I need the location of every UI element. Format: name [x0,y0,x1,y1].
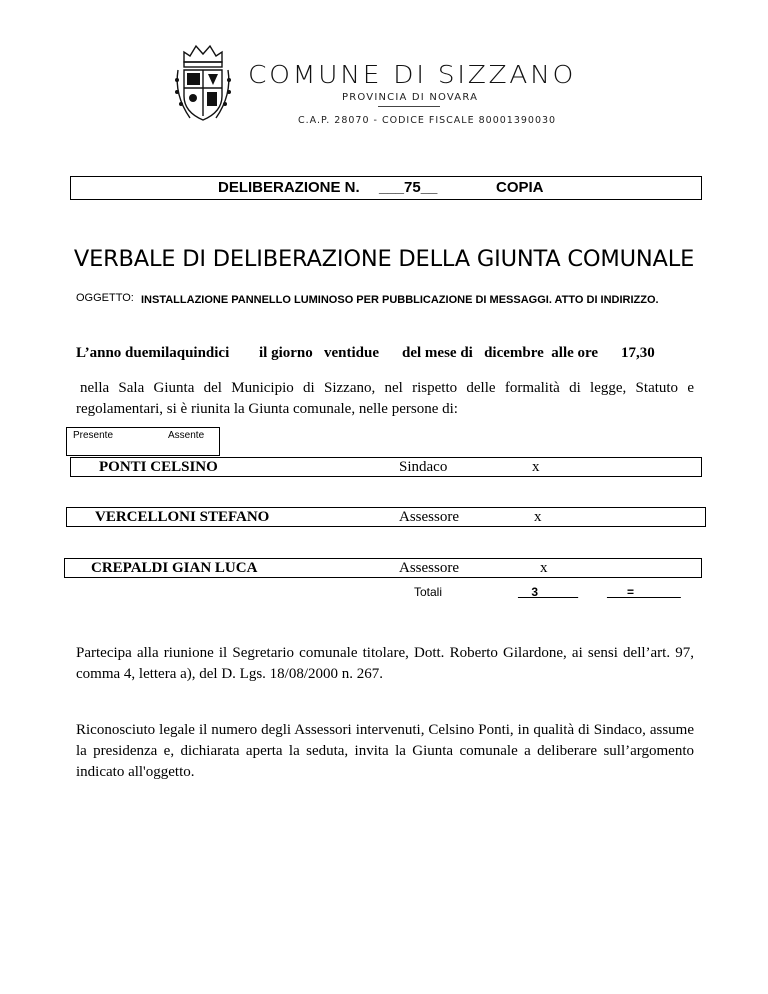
member-role: Sindaco [399,459,448,475]
member-role: Assessore [399,560,459,576]
deliberazione-label: DELIBERAZIONE N. [218,179,360,196]
date-ora: 17,30 [621,345,655,361]
letterhead-divider [378,106,440,107]
member-presence-mark: x [534,509,542,525]
deliberazione-box [70,176,702,200]
presidenza-paragraph: Riconosciuto legale il numero degli Assessori intervenuti, Celsino Ponti, in qualità di Sindaco, assume la presidenza e, dichiarata aperta la seduta, invita la Giunta comunale a deliberare sull’argomento indicato all'oggetto. [76,722,694,780]
oggetto-label: OGGETTO: [76,292,134,304]
member-name: CREPALDI GIAN LUCA [91,560,258,576]
provincia-line: PROVINCIA DI NOVARA [342,92,479,103]
member-row [64,558,702,578]
municipal-crest-icon [172,40,234,124]
presente-label: Presente [73,430,114,441]
member-role: Assessore [399,509,459,525]
assente-label: Assente [168,430,205,441]
member-row [66,507,706,527]
intro-paragraph: nella Sala Giunta del Municipio di Sizzano, nel rispetto delle formalità di legge, Statuto e regolamentari, si è riunita la Giunta comunale, nelle persone di: [76,380,694,417]
totali-label: Totali [414,585,443,599]
date-mese: del mese di dicembre alle ore [402,345,599,361]
member-row [70,457,702,477]
member-presence-mark: x [540,560,548,576]
date-anno: L’anno duemilaquindici [76,345,230,361]
copia-label: COPIA [496,179,544,196]
date-giorno: il giorno ventidue [259,345,380,361]
member-name: VERCELLONI STEFANO [95,509,270,525]
segretario-paragraph: Partecipa alla riunione il Segretario comunale titolare, Dott. Roberto Gilardone, ai sensi dell’art. 97, comma 4, lettera a), del D. Lgs. 18/08/2000 n. 267. [76,645,694,682]
totale-presenti: __3______ [518,585,579,599]
deliberazione-numero: ___75__ [379,179,438,196]
comune-name: COMUNE DI SIZZANO [248,60,577,89]
presence-header [66,427,220,456]
totale-assenti: ___=_______ [607,585,681,599]
document-title: VERBALE DI DELIBERAZIONE DELLA GIUNTA COMUNALE [73,246,695,272]
member-presence-mark: x [532,459,540,475]
cap-codice-fiscale: C.A.P. 28070 - CODICE FISCALE 80001390030 [298,115,557,126]
member-name: PONTI CELSINO [99,459,218,475]
oggetto-text: INSTALLAZIONE PANNELLO LUMINOSO PER PUBBLICAZIONE DI MESSAGGI. ATTO DI INDIRIZZO. [141,294,659,306]
